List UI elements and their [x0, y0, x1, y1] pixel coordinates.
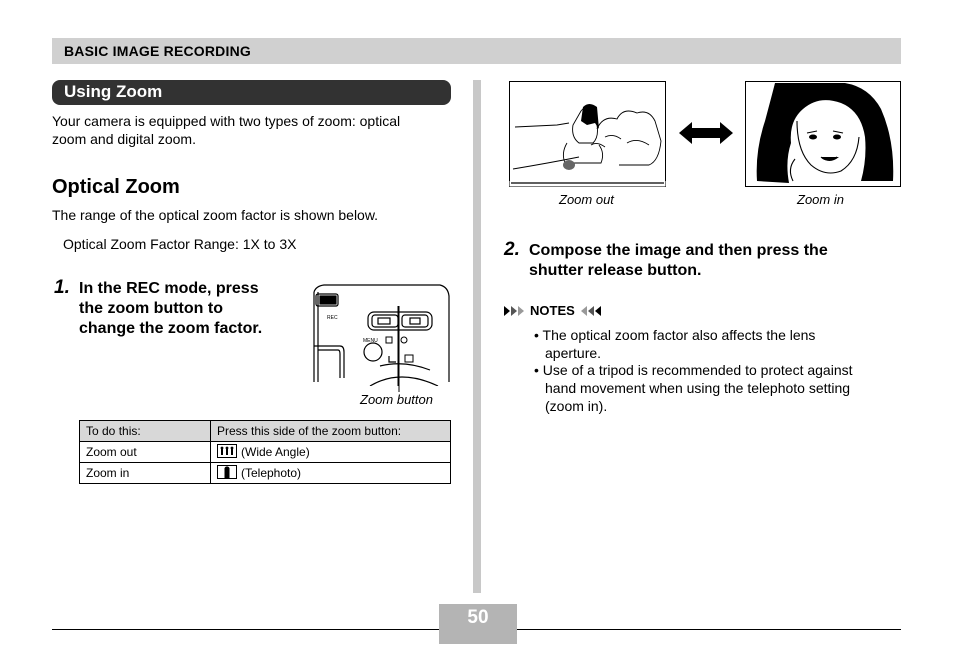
optical-zoom-description: The range of the optical zoom factor is shown below.	[52, 207, 379, 223]
step-1-line-1: In the REC mode, press	[79, 280, 259, 297]
table-row	[80, 442, 451, 463]
telephoto-label: (Telephoto)	[241, 465, 302, 480]
step-1-text	[79, 279, 262, 339]
step-2-line-2: shutter release button.	[529, 262, 702, 279]
note-item-1	[534, 326, 815, 362]
table-row	[80, 463, 451, 484]
step-1-line-2: the zoom button to	[79, 300, 223, 317]
note-2-line-2: hand movement when using the telephoto setting	[545, 380, 851, 396]
notes-title: NOTES	[530, 303, 575, 318]
intro-paragraph	[52, 112, 400, 148]
note-1-line-1: • The optical zoom factor also affects the lens	[534, 327, 816, 343]
optical-zoom-range: Optical Zoom Factor Range: 1X to 3X	[63, 236, 297, 252]
table-header-cell: To do this:	[80, 421, 211, 442]
zoom-in-caption: Zoom in	[797, 192, 844, 207]
step-1-number: 1.	[54, 277, 70, 298]
optical-zoom-title: Optical Zoom	[52, 176, 180, 198]
table-cell-button	[211, 463, 451, 484]
step-2-line-1: Compose the image and then press the	[529, 242, 828, 259]
zoom-button-pointer-line	[396, 306, 406, 392]
using-zoom-title: Using Zoom	[64, 82, 163, 101]
notes-left-ornament-icon	[504, 305, 526, 317]
section-header-bar	[52, 38, 901, 64]
double-arrow-icon	[679, 122, 733, 144]
table-cell-button	[211, 442, 451, 463]
page-number-tab-base	[439, 632, 517, 644]
notes-heading	[504, 303, 601, 318]
zoom-out-caption: Zoom out	[559, 192, 614, 207]
section-title: BASIC IMAGE RECORDING	[64, 43, 251, 59]
camera-back-illustration	[310, 282, 452, 386]
zoom-out-illustration	[509, 81, 667, 188]
note-2-line-3: (zoom in).	[545, 398, 608, 414]
note-1-line-2: aperture.	[545, 345, 602, 361]
intro-line-1: Your camera is equipped with two types of zoom: optical	[52, 113, 401, 129]
step-2-number: 2.	[504, 239, 520, 260]
rec-label: REC	[327, 315, 338, 321]
notes-right-ornament-icon	[579, 305, 601, 317]
table-header-cell: Press this side of the zoom button:	[211, 421, 451, 442]
wide-angle-label: (Wide Angle)	[241, 444, 310, 459]
note-2-line-1: • Use of a tripod is recommended to protect against	[534, 362, 853, 378]
telephoto-icon	[217, 465, 237, 479]
table-cell-action: Zoom out	[80, 442, 211, 463]
using-zoom-heading-bar	[52, 80, 451, 105]
intro-line-2: zoom and digital zoom.	[52, 131, 196, 147]
column-divider	[473, 80, 481, 593]
step-2-text	[529, 241, 828, 281]
page-number-tab	[439, 604, 517, 632]
step-1-line-3: change the zoom factor.	[79, 320, 263, 337]
note-item-2	[534, 361, 853, 415]
zoom-actions-table	[79, 420, 451, 484]
table-header-row	[80, 421, 451, 442]
zoom-button-caption: Zoom button	[360, 392, 433, 407]
menu-label: MENU	[363, 338, 378, 344]
table-cell-action: Zoom in	[80, 463, 211, 484]
page-number: 50	[467, 607, 489, 628]
zoom-in-illustration	[745, 81, 902, 188]
wide-angle-icon	[217, 444, 237, 458]
